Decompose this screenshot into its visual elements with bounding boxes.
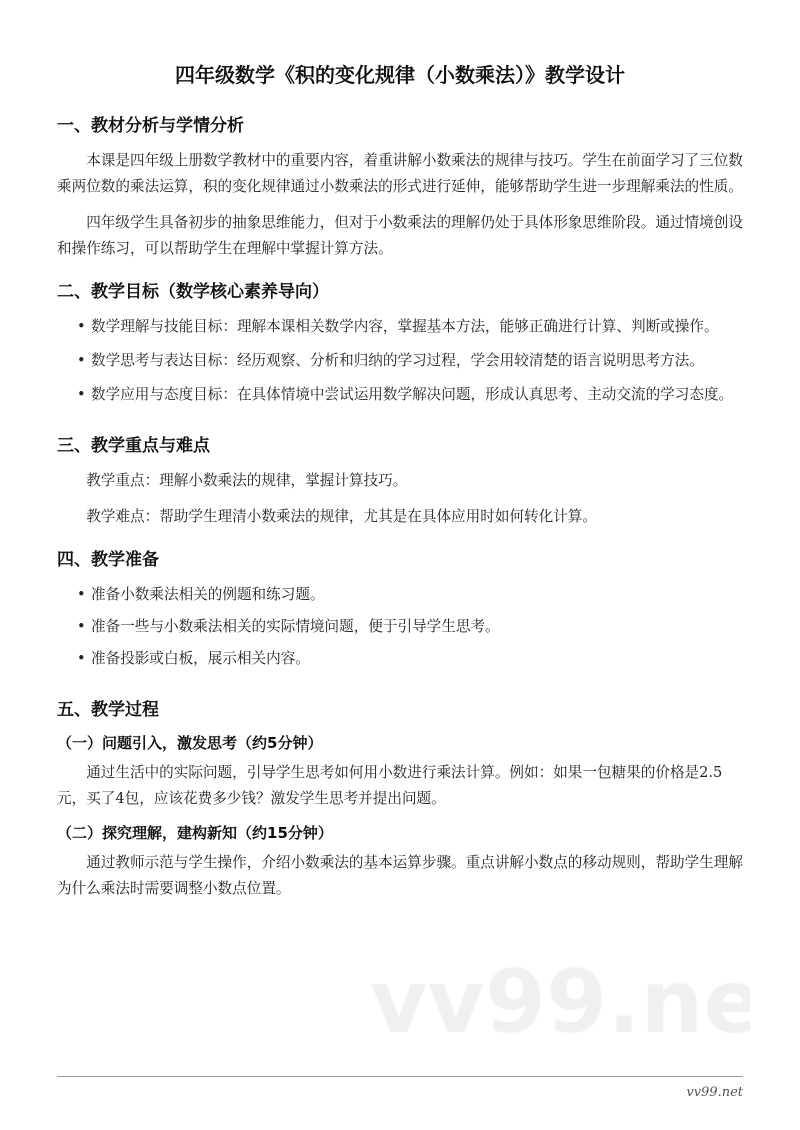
paragraph: 教学重点：理解小数乘法的规律，掌握计算技巧。 — [86, 472, 408, 489]
paragraph: 通过教师示范与学生操作，介绍小数乘法的基本运算步骤。重点讲解小数点的移动规则，帮助学生理解为什么乘法时需要调整小数点位置。 — [57, 854, 743, 897]
subsection-heading: （二）探究理解，建构新知（约15分钟） — [57, 824, 333, 842]
section-heading-5: 五、教学过程 — [57, 700, 159, 720]
paragraph: 通过生活中的实际问题，引导学生思考如何用小数进行乘法计算。例如：如果一包糖果的价格是2.5元，买了4包，应该花费多少钱？激发学生思考并提出问题。 — [57, 764, 723, 807]
document-title: 四年级数学《积的变化规律（小数乘法）》教学设计 — [175, 63, 625, 87]
list-item: • 数学应用与态度目标：在具体情境中尝试运用数学解决问题，形成认真思考、主动交流的学习态度。 — [57, 382, 743, 408]
paragraph: 教学难点：帮助学生理清小数乘法的规律，尤其是在具体应用时如何转化计算。 — [86, 508, 597, 525]
section-heading-2: 二、教学目标（数学核心素养导向） — [57, 282, 329, 302]
subsection-heading: （一）问题引入，激发思考（约5分钟） — [57, 734, 323, 752]
list-item: • 数学理解与技能目标：理解本课相关数学内容，掌握基本方法，能够正确进行计算、判断或操作。 — [57, 314, 743, 340]
paragraph: 本课是四年级上册数学教材中的重要内容，着重讲解小数乘法的规律与技巧。学生在前面学习了三位数乘两位数的乘法运算，积的变化规律通过小数乘法的形式进行延伸，能够帮助学生进一步理解乘法的性质。 — [57, 152, 743, 195]
list-item: • 准备一些与小数乘法相关的实际情境问题，便于引导学生思考。 — [57, 614, 743, 640]
footer-text: vv99.net — [686, 1085, 743, 1100]
list-item: • 准备投影或白板，展示相关内容。 — [57, 646, 743, 672]
section-heading-4: 四、教学准备 — [57, 550, 159, 570]
footer-divider — [57, 1076, 743, 1077]
list-item: • 准备小数乘法相关的例题和练习题。 — [57, 582, 743, 608]
paragraph: 四年级学生具备初步的抽象思维能力，但对于小数乘法的理解仍处于具体形象思维阶段。通过情境创设和操作练习，可以帮助学生在理解中掌握计算方法。 — [57, 214, 743, 257]
section-heading-1: 一、教材分析与学情分析 — [57, 116, 244, 136]
list-item: • 数学思考与表达目标：经历观察、分析和归纳的学习过程，学会用较清楚的语言说明思考方法。 — [57, 348, 743, 374]
watermark — [370, 960, 750, 1070]
section-heading-3: 三、教学重点与难点 — [57, 436, 210, 456]
